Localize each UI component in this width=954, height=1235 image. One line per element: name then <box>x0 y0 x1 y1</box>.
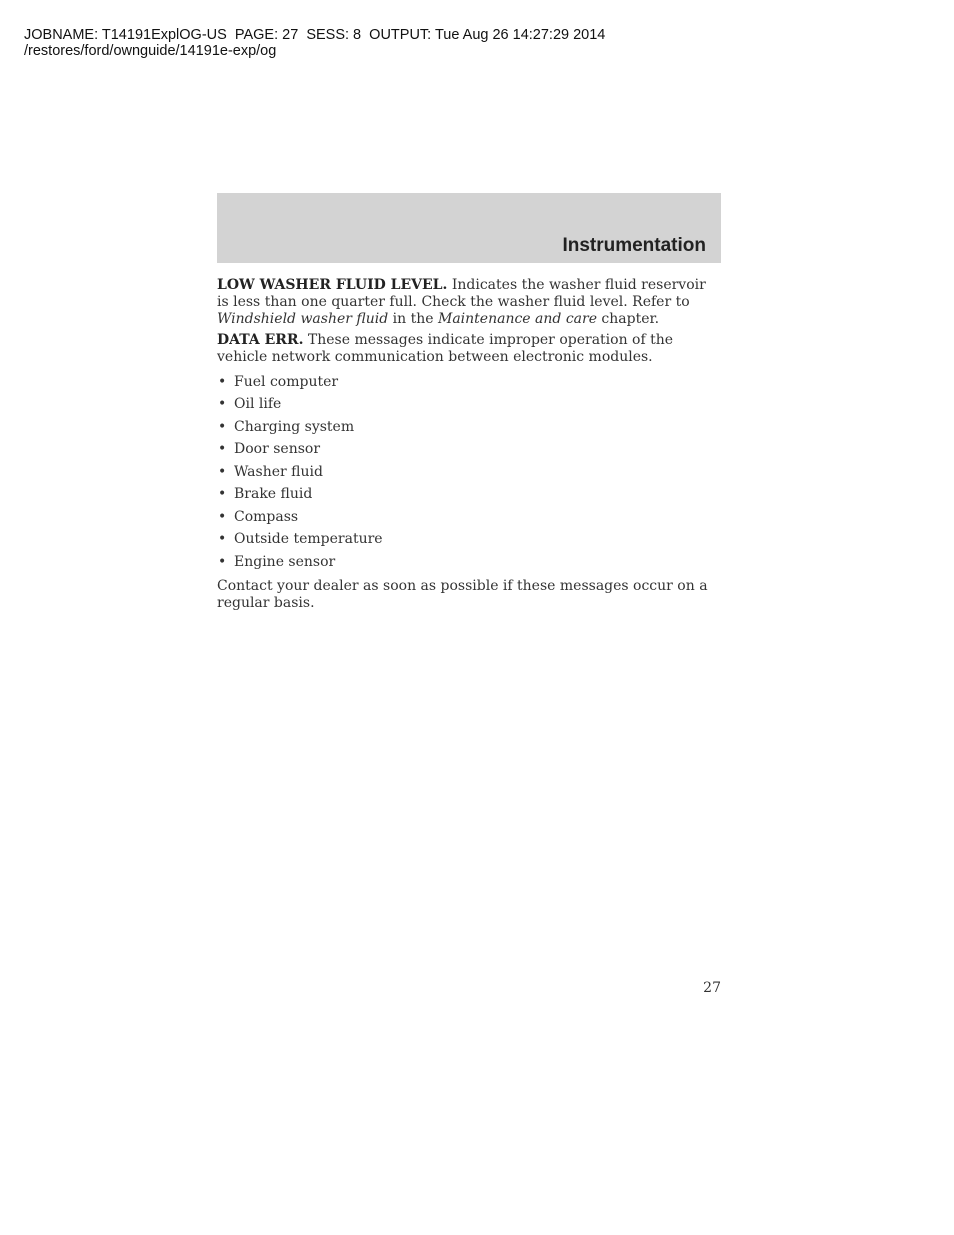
job-info-line-2: /restores/ford/ownguide/14191e-exp/og <box>24 43 277 59</box>
job-info-line-1: JOBNAME: T14191ExplOG-US PAGE: 27 SESS: 8 OUTPUT: Tue Aug 26 14:27:29 2014 <box>24 27 606 43</box>
list-item: • Charging system <box>217 416 721 439</box>
washer-fluid-text-1: Indicates the washer fluid reservoir is less than one quarter full. Check the washer fluid level. Refer to <box>217 277 706 310</box>
page-number: 27 <box>703 980 721 996</box>
list-item: • Brake fluid <box>217 483 721 506</box>
data-err-text: These messages indicate improper operation of the vehicle network communication between electronic modules. <box>217 332 674 366</box>
bullet-icon: • <box>218 441 227 458</box>
list-item: • Washer fluid <box>217 461 721 484</box>
washer-fluid-paragraph <box>217 277 721 327</box>
washer-fluid-text-3: chapter. <box>596 310 660 327</box>
list-item: • Oil life <box>217 393 721 416</box>
bullet-icon: • <box>218 486 227 503</box>
bullet-icon: • <box>218 553 227 570</box>
washer-fluid-reference-2: Maintenance and care <box>438 310 597 327</box>
bullet-icon: • <box>218 373 227 390</box>
section-title: Instrumentation <box>562 235 706 256</box>
washer-fluid-reference-1: Windshield washer fluid <box>217 310 389 327</box>
data-err-footer: Contact your dealer as soon as possible if these messages occur on a regular basis. <box>217 578 708 612</box>
bullet-icon: • <box>218 508 227 525</box>
job-info <box>24 27 605 59</box>
list-item: • Door sensor <box>217 438 721 461</box>
list-item: • Outside temperature <box>217 528 721 551</box>
data-err-list <box>217 371 721 574</box>
washer-fluid-text-2: in the <box>388 310 438 327</box>
bullet-icon: • <box>218 418 227 435</box>
list-item: • Compass <box>217 506 721 529</box>
washer-fluid-heading: LOW WASHER FLUID LEVEL. <box>217 277 448 293</box>
data-err-paragraph <box>217 332 721 366</box>
list-item: • Fuel computer <box>217 371 721 394</box>
section-header-bar <box>217 193 721 263</box>
bullet-icon: • <box>218 531 227 548</box>
page-content <box>217 277 721 617</box>
bullet-icon: • <box>218 396 227 413</box>
list-item: • Engine sensor <box>217 551 721 574</box>
data-err-heading: DATA ERR. <box>217 332 304 349</box>
bullet-icon: • <box>218 463 227 480</box>
